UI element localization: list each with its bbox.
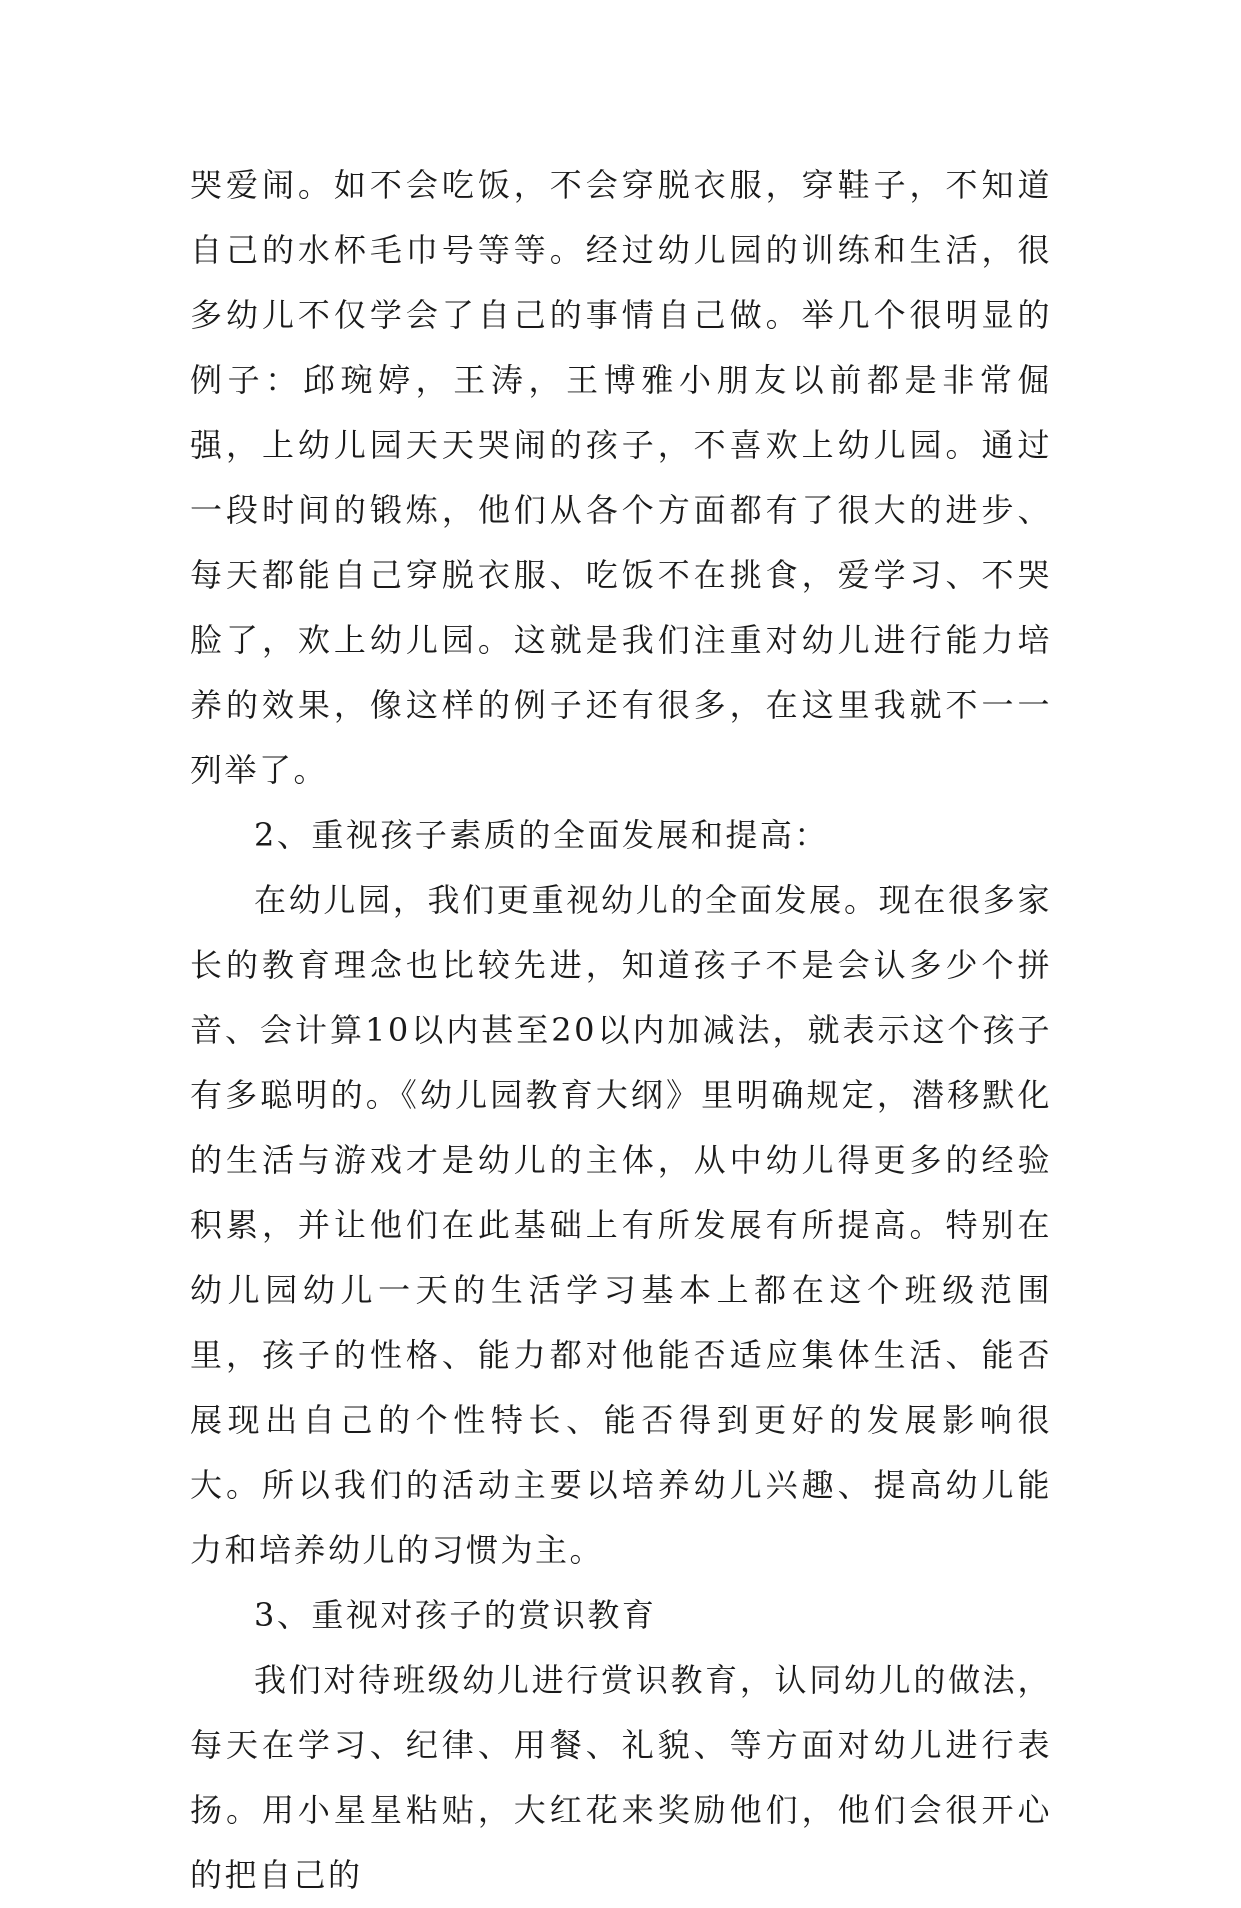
paragraph-continued: 哭爱闹。如不会吃饭，不会穿脱衣服，穿鞋子，不知道自己的水杯毛巾号等等。经过幼儿园的训练和生活，很多幼儿不仅学会了自己的事情自己做。举几个很明显的例子：邱琬婷，王涛，王博雅小朋友以前都是非常倔强，上幼儿园天天哭闹的孩子，不喜欢上幼儿园。通过一段时间的锻炼，他们从各个方面都有了很大的进步、每天都能自己穿脱衣服、吃饭不在挑食，爱学习、不哭脸了，欢上幼儿园。这就是我们注重对幼儿进行能力培养的效果，像这样的例子还有很多，在这里我就不一一列举了。 bbox=[190, 166, 1052, 789]
paragraph-all-round-development: 在幼儿园，我们更重视幼儿的全面发展。现在很多家长的教育理念也比较先进，知道孩子不是会认多少个拼音、会计算10以内甚至20以内加减法，就表示这个孩子有多聪明的。《幼儿园教育大纲》里明确规定，潜移默化的生活与游戏才是幼儿的主体，从中幼儿得更多的经验积累，并让他们在此基础上有所发展有所提高。特别在幼儿园幼儿一天的生活学习基本上都在这个班级范围里，孩子的性格、能力都对他能否适应集体生活、能否展现出自己的个性特长、能否得到更好的发展影响很大。所以我们的活动主要以培养幼儿兴趣、提高幼儿能力和培养幼儿的习惯为主。 bbox=[190, 881, 1052, 1569]
document-body bbox=[190, 153, 1052, 1908]
section-heading-2: 2、重视孩子素质的全面发展和提高： bbox=[254, 816, 829, 854]
paragraph-appreciation-education: 我们对待班级幼儿进行赏识教育，认同幼儿的做法，每天在学习、纪律、用餐、礼貌、等方面对幼儿进行表扬。用小星星粘贴，大红花来奖励他们，他们会很开心的把自己的 bbox=[190, 1661, 1052, 1894]
section-heading-3: 3、重视对孩子的赏识教育 bbox=[254, 1596, 657, 1634]
